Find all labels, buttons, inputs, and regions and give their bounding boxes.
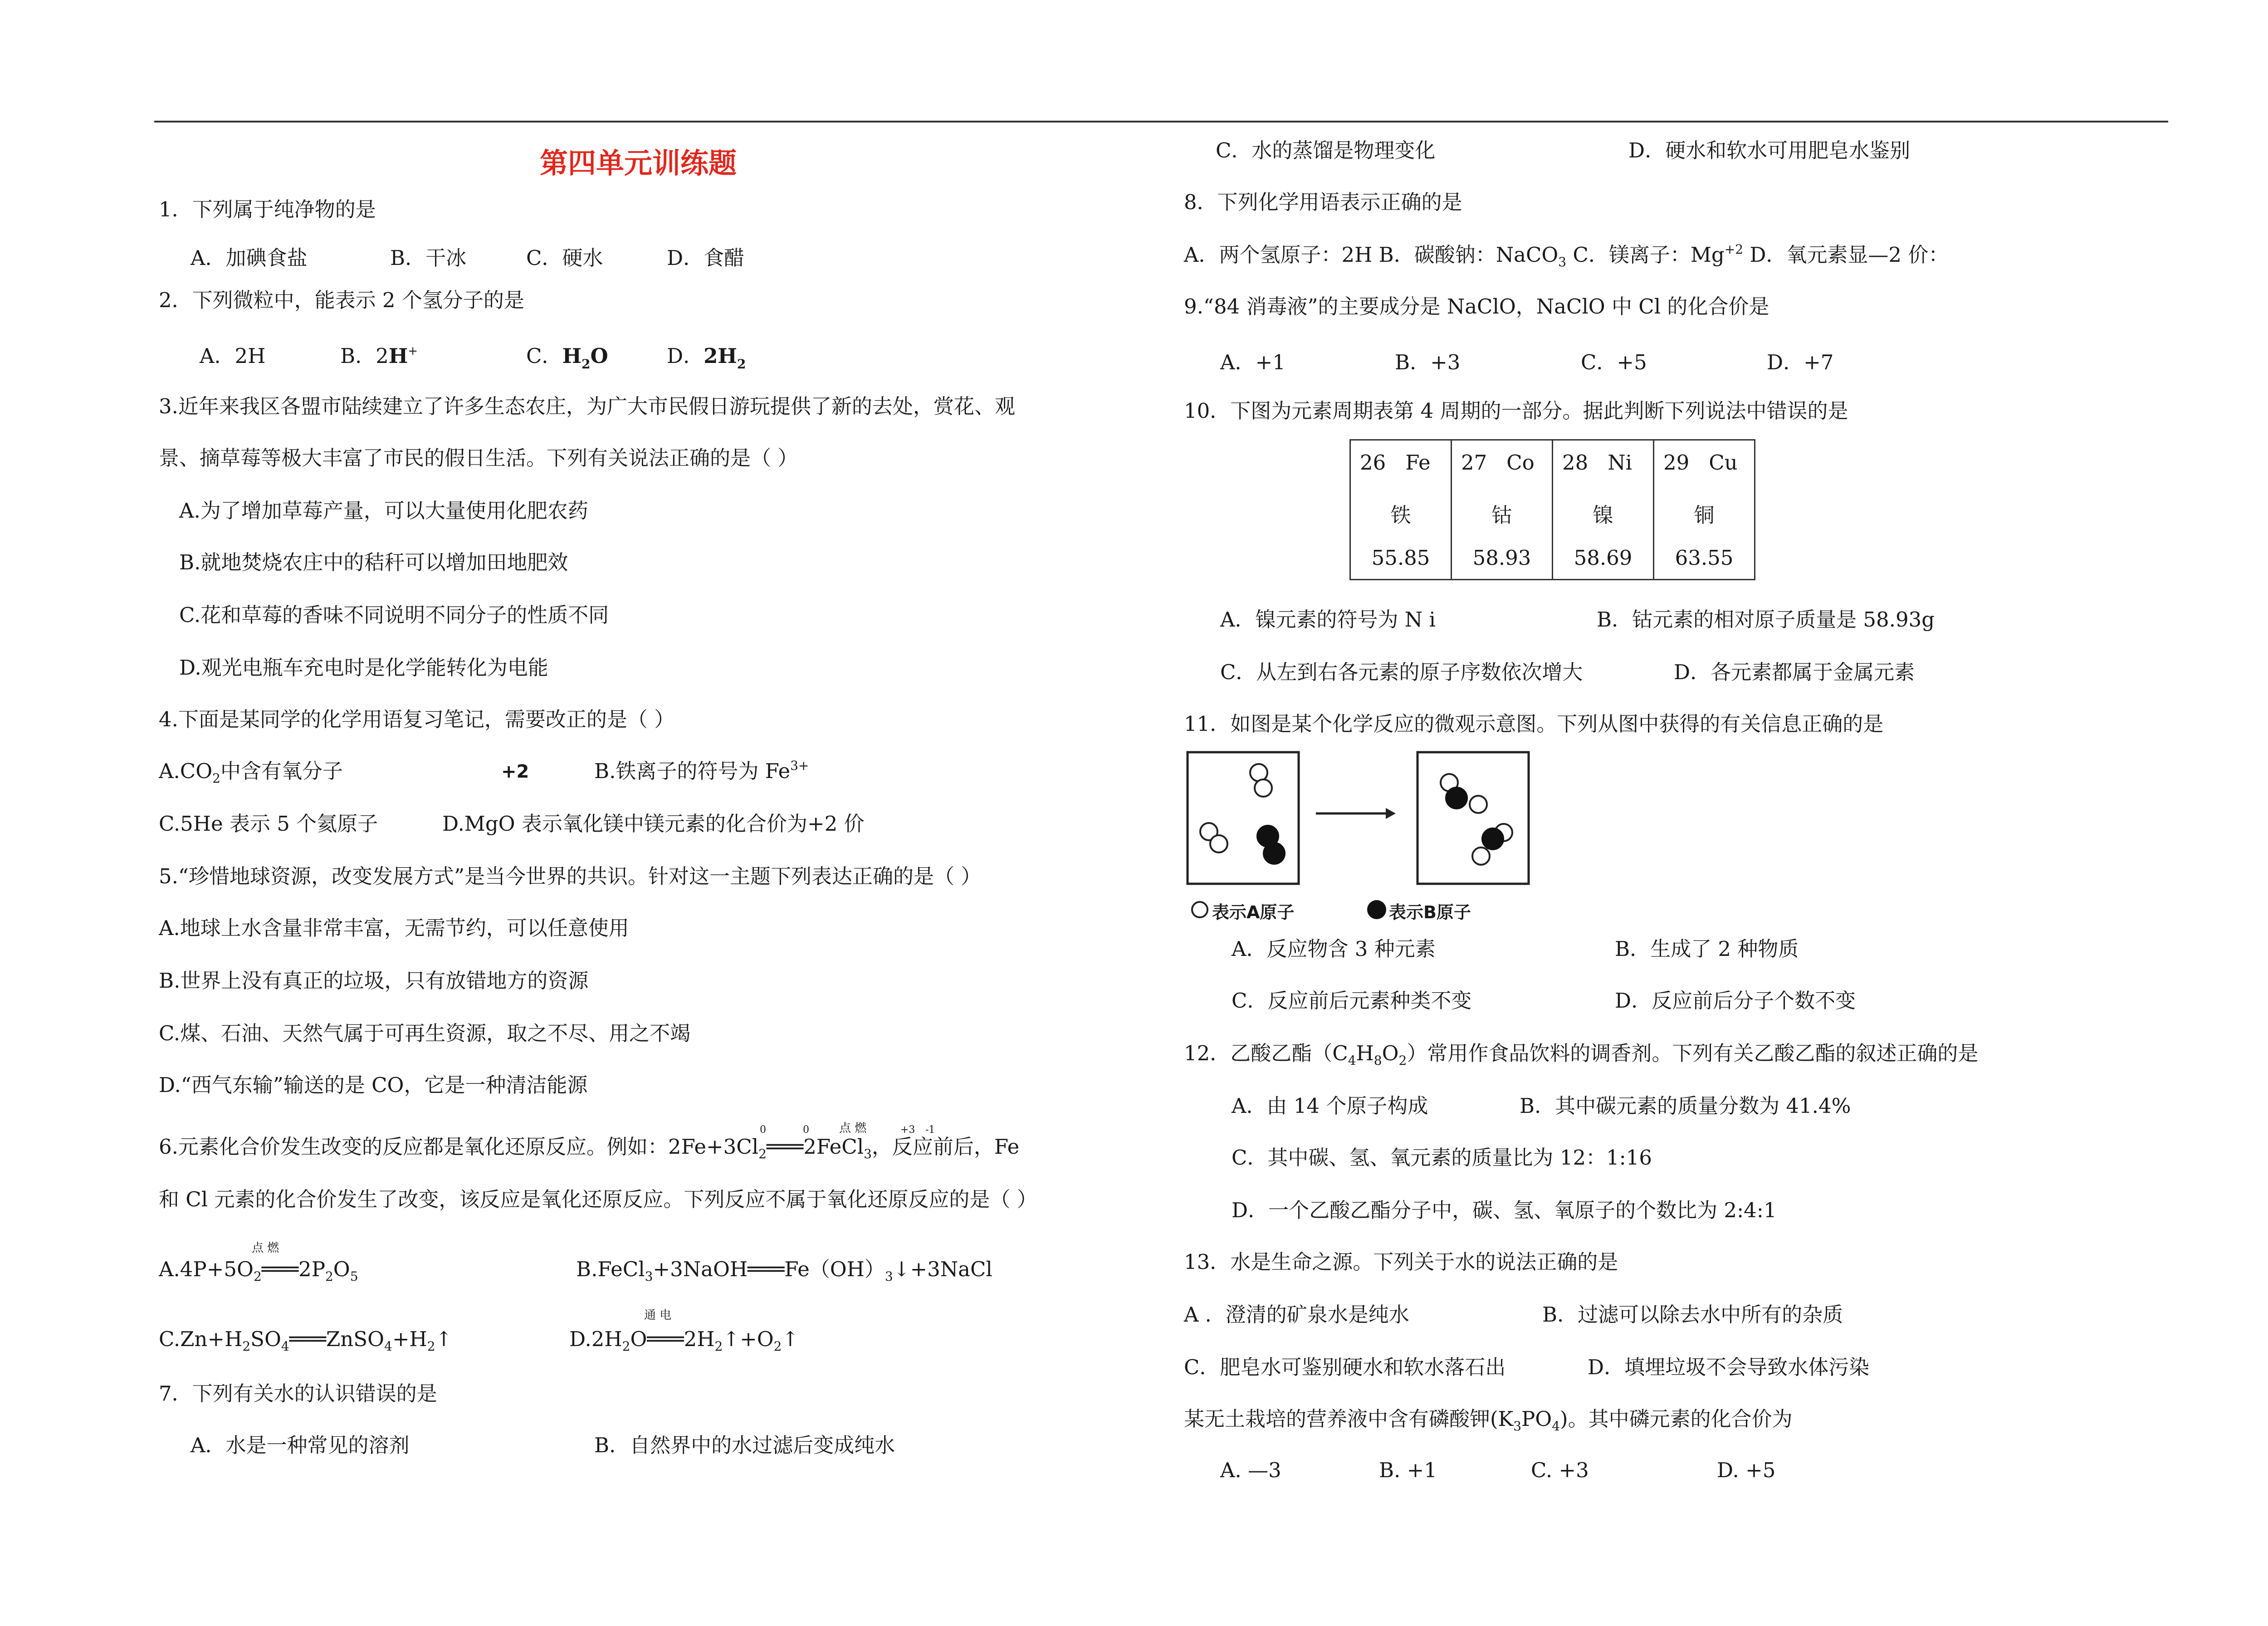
- question-13-option-d: D．填埋垃圾不会导致水体污染: [1588, 1355, 1870, 1379]
- question-5-option-b: B.世界上没有真正的垃圾，只有放错地方的资源: [159, 969, 589, 993]
- question-7: 7．下列有关水的认识错误的是: [159, 1381, 437, 1406]
- option-a: A．2H: [200, 344, 266, 368]
- reactants-box: [1188, 752, 1299, 884]
- question-11-option-a: A．反应物含 3 种元素: [1232, 937, 1436, 961]
- question-6-option-b: $B.FeCl_3+3NaOH═══Fe(OH)_3↓+3NaCl$: [576, 1257, 992, 1284]
- element-cell-co: 27 Co 钴 58.93: [1452, 440, 1553, 580]
- question-6-option-c: $C.Zn+H_2SO_4═══ZnSO_4+H_2↑$: [159, 1327, 453, 1354]
- question-4-option-b: B.铁离子的符号为 $Fe^{3+}$: [594, 758, 809, 783]
- question-9: 9.“84 消毒液”的主要成分是 NaClO，NaClO 中 Cl 的化合价是: [1184, 294, 1769, 318]
- molecule-a2: [1250, 764, 1272, 797]
- question-5-option-a: A.地球上水含量非常丰富，无需节约，可以任意使用: [159, 916, 629, 940]
- option-d: D．+7: [1767, 350, 1834, 374]
- question-8: 8．下列化学用语表示正确的是: [1184, 190, 1462, 214]
- question-7-option-b: B．自然界中的水过滤后变成纯水: [594, 1433, 895, 1457]
- condition-mark: 点 燃: [839, 1122, 867, 1135]
- option-c: C. +3: [1531, 1458, 1589, 1482]
- question-11-option-b: B．生成了 2 种物质: [1615, 937, 1799, 961]
- question-11-option-d: D．反应前后分子个数不变: [1615, 989, 1856, 1013]
- question-10-option-d: D．各元素都属于金属元素: [1674, 660, 1915, 684]
- legend-a-icon: [1192, 902, 1207, 917]
- legend-b-label: 表示B原子: [1389, 902, 1471, 922]
- option-a: A. —3: [1220, 1458, 1281, 1482]
- question-4-option-d: D.MgO 表示氧化镁中镁元素的化合价为+2 价: [442, 812, 865, 836]
- question-6-option-d: $D.2H_2O═══2H_2↑+O_2↑$: [569, 1327, 799, 1354]
- reaction-diagram: [1186, 751, 1540, 923]
- question-3-line-1: 3.近年来我区各盟市陆续建立了许多生态农庄，为广大市民假日游玩提供了新的去处，赏花、观: [159, 394, 1015, 418]
- molecule-a2: [1200, 823, 1227, 852]
- question-13-option-c: C．肥皂水可鉴别硬水和软水落石出: [1184, 1355, 1506, 1379]
- question-4-option-c: C.5He 表示 5 个氦原子: [159, 812, 378, 836]
- question-5-option-d: D.“西气东输”输送的是 CO，它是一种清洁能源: [159, 1073, 588, 1097]
- question-13-option-a: A ．澄清的矿泉水是纯水: [1184, 1303, 1409, 1327]
- element-cell-cu: 29 Cu 铜 63.55: [1654, 440, 1755, 580]
- products-box: [1418, 752, 1529, 884]
- valence-mark: 0: [803, 1124, 809, 1136]
- valence-mark: -1: [925, 1124, 935, 1136]
- question-7-option-d: D．硬水和软水可用肥皂水鉴别: [1628, 138, 1911, 162]
- valence-mark: 0: [760, 1124, 766, 1136]
- question-14: 某无土栽培的营养液中含有磷酸钾$(K_3PO_4)$。其中磷元素的化合价为: [1184, 1407, 1793, 1434]
- question-7-option-a: A．水是一种常见的溶剂: [191, 1433, 410, 1457]
- option-c: C．$H_2O$: [526, 344, 608, 372]
- option-d: D．食醋: [667, 246, 745, 270]
- question-3-line-2: 景、摘草莓等极大丰富了市民的假日生活。下列有关说法正确的是（ ）: [159, 446, 798, 470]
- question-12-option-d: D．一个乙酸乙酯分子中，碳、氢、氧原子的个数比为 2:4:1: [1232, 1198, 1777, 1222]
- option-c: C．+5: [1581, 350, 1647, 374]
- question-3-option-b: B.就地焚烧农庄中的秸秆可以增加田地肥效: [179, 550, 568, 574]
- option-d: D. +5: [1717, 1458, 1776, 1482]
- question-5-option-c: C.煤、石油、天然气属于可再生资源，取之不尽、用之不竭: [159, 1021, 691, 1045]
- option-b: B．干冰: [390, 246, 467, 270]
- question-1: 1．下列属于纯净物的是: [159, 197, 376, 221]
- question-11: 11．如图是某个化学反应的微观示意图。下列从图中获得的有关信息正确的是: [1184, 712, 1884, 736]
- question-10: 10．下图为元素周期表第 4 周期的一部分。据此判断下列说法中错误的是: [1184, 399, 1848, 423]
- question-10-option-c: C．从左到右各元素的原子序数依次增大: [1220, 660, 1583, 684]
- condition-mark: 通 电: [644, 1308, 672, 1322]
- question-3-option-d: D.观光电瓶车充电时是化学能转化为电能: [179, 656, 548, 680]
- option-a: A．+1: [1220, 350, 1286, 374]
- molecule-ab: [1472, 824, 1512, 865]
- question-10-option-a: A．镍元素的符号为 N i: [1220, 607, 1436, 632]
- element-cell-fe: 26 Fe 铁 55.85: [1350, 440, 1452, 580]
- top-rule: [154, 121, 2168, 122]
- option-a: A．加碘食盐: [191, 246, 308, 270]
- molecule-b2: [1257, 825, 1285, 864]
- reaction-arrow-head: [1386, 808, 1396, 819]
- question-6-option-a: $A.4P+5O_2═══2P_2O_5$: [159, 1257, 358, 1284]
- condition-mark: 点 燃: [252, 1241, 279, 1255]
- page-title: 第四单元训练题: [540, 147, 737, 180]
- question-12-option-c: C．其中碳、氢、氧元素的质量比为 12：1:16: [1232, 1146, 1652, 1170]
- question-13: 13．水是生命之源。下列关于水的说法正确的是: [1184, 1250, 1618, 1274]
- option-d: D．$2H_2$: [667, 344, 746, 372]
- question-11-option-c: C．反应前后元素种类不变: [1232, 989, 1472, 1013]
- question-3-option-a: A.为了增加草莓产量，可以大量使用化肥农药: [179, 499, 588, 523]
- legend-b-icon: [1367, 900, 1386, 919]
- valence-mark: +3: [900, 1124, 915, 1136]
- atom-a: [1470, 796, 1487, 813]
- question-12: 12．乙酸乙酯$(C_4H_8O_2)$常用作食品饮料的调香剂。下列有关乙酸乙酯的叙述正确的是: [1184, 1041, 1979, 1068]
- question-10-option-b: B．钴元素的相对原子质量是 58.93g: [1597, 607, 1935, 632]
- option-b: B. +1: [1379, 1458, 1437, 1482]
- question-2: 2．下列微粒中，能表示 2 个氢分子的是: [159, 288, 524, 312]
- question-4: 4.下面是某同学的化学用语复习笔记，需要改正的是（ ）: [159, 707, 675, 731]
- question-7-option-c: C．水的蒸馏是物理变化: [1216, 138, 1436, 162]
- molecule-ab: [1441, 774, 1467, 808]
- valence-mark: +2: [501, 761, 529, 782]
- option-c: C．硬水: [526, 246, 603, 270]
- question-6-line-2: 和 Cl 元素的化合价发生了改变，该反应是氧化还原反应。下列反应不属于氧化还原反应的是（ ）: [159, 1187, 1037, 1211]
- legend-a-label: 表示A原子: [1212, 902, 1295, 922]
- option-b: B．+3: [1395, 350, 1461, 374]
- option-b: B．2H+: [340, 344, 418, 368]
- question-13-option-b: B．过滤可以除去水中所有的杂质: [1542, 1303, 1843, 1327]
- question-12-option-a: A．由 14 个原子构成: [1232, 1094, 1428, 1118]
- question-12-option-b: B．其中碳元素的质量分数为 41.4%: [1520, 1094, 1851, 1118]
- periodic-table-fragment: [1349, 439, 1755, 580]
- question-8-options: A．两个氢原子：2H B．碳酸钠：NaCO$_3$ C．镁离子：$Mg^{+2}$ D．氧元素显—2 价：: [1184, 242, 1949, 269]
- question-4-option-a: $A.CO_2$中含有氧分子: [159, 759, 343, 786]
- element-cell-ni: 28 Ni 镍 58.69: [1553, 440, 1654, 580]
- question-3-option-c: C.花和草莓的香味不同说明不同分子的性质不同: [179, 603, 609, 627]
- question-5: 5.“珍惜地球资源，改变发展方式”是当今世界的共识。针对这一主题下列表达正确的是（ ）: [159, 864, 982, 888]
- question-6-line-1: 6.元素化合价发生改变的反应都是氧化还原反应。例如：$2Fe+3Cl_2═══2FeCl_3$，反应前后，Fe: [159, 1135, 1020, 1161]
